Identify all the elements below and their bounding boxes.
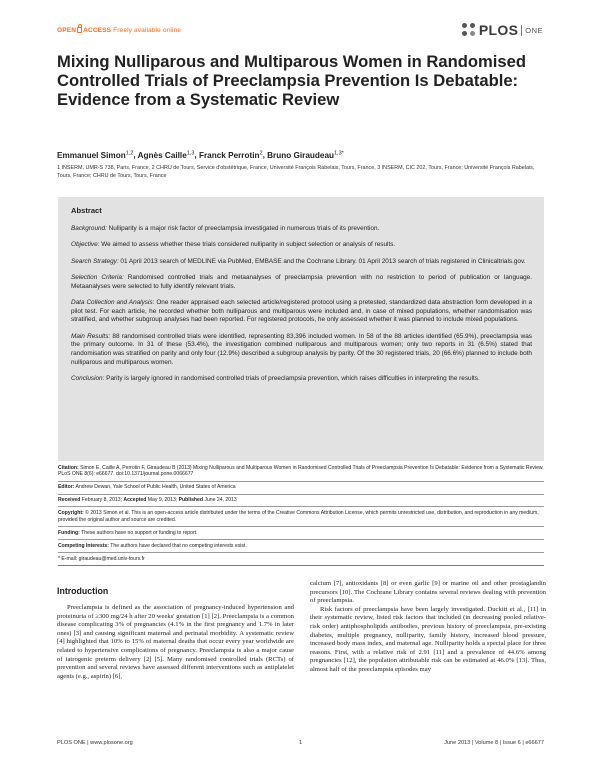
introduction-heading: Introduction	[57, 586, 109, 596]
logo-divider	[521, 25, 522, 36]
article-metadata	[58, 462, 544, 566]
abstract-data-collection: Data Collection and Analysis: One reader appraised each selected article/registered protocol using a pretested, standardized data abstraction form developed in a pilot test. For each article, he recorded whether both nulliparous and multiparous were included and, in case of mixed populations, whether randomisation was stratified, and whether subgroup analyses had been reported. For registered protocols, he only assessed whether it was planned to include mixed populations.	[71, 298, 532, 324]
logo-one-text: ONE	[525, 25, 543, 35]
introduction-continuation: calcium [7], antioxidants [8] or even garlic [9] or marine oil and other prostaglandin precursors [10]. The Cochrane Library contains several reviews dealing with prevention of preeclampsia.	[310, 580, 546, 605]
dates-line: Received February 8, 2013; Accepted May 9, 2013; Published June 24, 2013	[58, 495, 544, 508]
open-access-lock-icon	[77, 27, 82, 33]
plos-one-logo	[462, 22, 543, 38]
footer-issue: June 2013 | Volume 8 | Issue 6 | e66677	[444, 740, 544, 746]
abstract-box	[58, 197, 544, 461]
citation-line: Citation: Simon E, Caille A, Perrotin F, Giraudeau B (2013) Mixing Nulliparous and Multiparous Women in Randomised Controlled Trials of Preeclampsia Prevention Is Debatable: Evidence from a Systematic Review. PLoS ONE 8(6): e66677. doi:10.1371/journal.pone.0066677	[58, 462, 544, 482]
introduction-paragraph: Preeclampsia is defined as the association of pregnancy-induced hypertension and proteinuria of ≥300 mg/24 h after 20 weeks' gestation [1] [2]. Preeclampsia is a common disease complicating 3% of pregnancies (4.1% in the first pregnancy and 1.7% in later ones) [3] and causing significant maternal and perinatal morbidity. A systematic review [4] highlighted that 10% to 15% of maternal deaths that occur every year worldwide are related to hypertensive complications of pregnancy. Preeclampsia is also a major cause of iatrogenic preterm delivery [2] [5]. Many randomised controlled trials (RCTs) of prevention and several reviews have assessed different interventions such as antiplatelet agents (e.g., aspirin) [6],	[57, 604, 294, 680]
funding-line: Funding: These authors have no support or funding to report.	[58, 527, 544, 540]
logo-plos-text: PLOS	[478, 22, 519, 38]
introduction-paragraph: Risk factors of preeclampsia have been largely investigated. Duckitt et al., [11] in their systematic review, listed risk factors that included (in decreasing pooled relative-risk order) antiphospholipids antibodies, previous history of preeclampsia, pre-existing diabetes, multiple pregnancy, nulliparity, family history, increased blood pressure, increased body mass index, and maternal age. Nulliparity holds a special place for three reasons. First, with a relative risk of 2.91 [11] and a prevalence of 44.6% among pregnancies [12], the population attributable risk can be estimated at 46.0% [13]. Thus, almost half of the preeclampsia episodes may	[310, 605, 546, 673]
email-line[interactable]: * E-mail: giraudeau@med.univ-tours.fr	[58, 553, 544, 566]
author-list: Emmanuel Simon$^{1,2}$, Agnès Caille$^{1,3}$, Franck Perrotin$^2$, Bruno Giraudeau$^{1,3*}$	[57, 150, 344, 160]
author-affiliations: 1 INSERM, UMR-S 738, Paris, France, 2 CHRU de Tours, Service d'obstétrique, France, Université François Rabelais, Tours, France, 3 INSERM, CIC 202, Tours, France; Université François Rabelais, Tours, France; CHRU de Tours, Tours, France	[57, 165, 535, 180]
journal-header	[57, 22, 543, 40]
copyright-line: Copyright: © 2013 Simon et al. This is an open-access article distributed under the terms of the Creative Commons Attribution License, which permits unrestricted use, distribution, and reproduction in any medium, provided the original author and source are credited.	[58, 507, 544, 527]
article-title: Mixing Nulliparous and Multiparous Women in Randomised Controlled Trials of Preeclampsia Prevention Is Debatable: Evidence from a Systematic Review	[57, 52, 526, 109]
editor-line: Editor: Andrew Dewan, Yale School of Public Health, United States of America	[58, 482, 544, 495]
access-label: ACCESS	[83, 27, 112, 34]
author[interactable]: Bruno Giraudeau$^{1,3*}$	[267, 150, 344, 160]
freely-available-label: Freely available online	[113, 27, 182, 34]
footer-journal[interactable]: PLOS ONE | www.plosone.org	[57, 740, 133, 746]
abstract-main-results: Main Results: 88 randomised controlled trials were identified, representing 83,396 included women. In 58 of the 88 articles identified (65.9%), preeclampsia was the primary outcome. In 31 of these (53.4%), the investigation combined nulliparous and multiparous women; only two reports in 31 (6.5%) stated that randomisation was stratified on parity and only four (12.9%) described a subgroup analysis by parity. Of the 30 registered trials, 20 (66.6%) planned to include both nulliparous and multiparous women.	[71, 332, 532, 366]
abstract-heading: Abstract	[71, 206, 102, 215]
abstract-background: Background: Nulliparity is a major risk factor of preeclampsia investigated in numerous trials of its prevention.	[71, 225, 380, 232]
abstract-conclusion: Conclusion: Parity is largely ignored in randomised controlled trials of preeclampsia prevention, which raises difficulties in interpreting the results.	[71, 375, 480, 382]
author[interactable]: Emmanuel Simon$^{1,2}$	[57, 150, 134, 160]
author[interactable]: Franck Perrotin$^2$	[198, 150, 263, 160]
page-number: 1	[299, 740, 303, 746]
abstract-selection-criteria: Selection Criteria: Randomised controlled trials and metaanalyses of preeclampsia prevention with no restriction to period of publication or language. Metaanalyses were selected to fully identify relevant trials.	[71, 273, 533, 290]
abstract-objective: Objective: We aimed to assess whether these trials considered nulliparity in subject selection or analysis of results.	[71, 241, 396, 249]
introduction-left-column	[57, 604, 294, 681]
author[interactable]: Agnès Caille$^{1,3}$	[137, 150, 195, 160]
open-label: OPEN	[57, 27, 77, 34]
competing-interests-line: Competing Interests: The authors have declared that no competing interests exist.	[58, 540, 544, 553]
introduction-right-column	[310, 580, 546, 675]
plos-logo-icon	[462, 23, 476, 37]
open-access-banner	[57, 27, 181, 34]
abstract-search-strategy: Search Strategy: 01 April 2013 search of MEDLINE via PubMed, EMBASE and the Cochrane Library. 01 April 2013 search of trials registered in Clinicaltrials.gov.	[71, 257, 526, 265]
